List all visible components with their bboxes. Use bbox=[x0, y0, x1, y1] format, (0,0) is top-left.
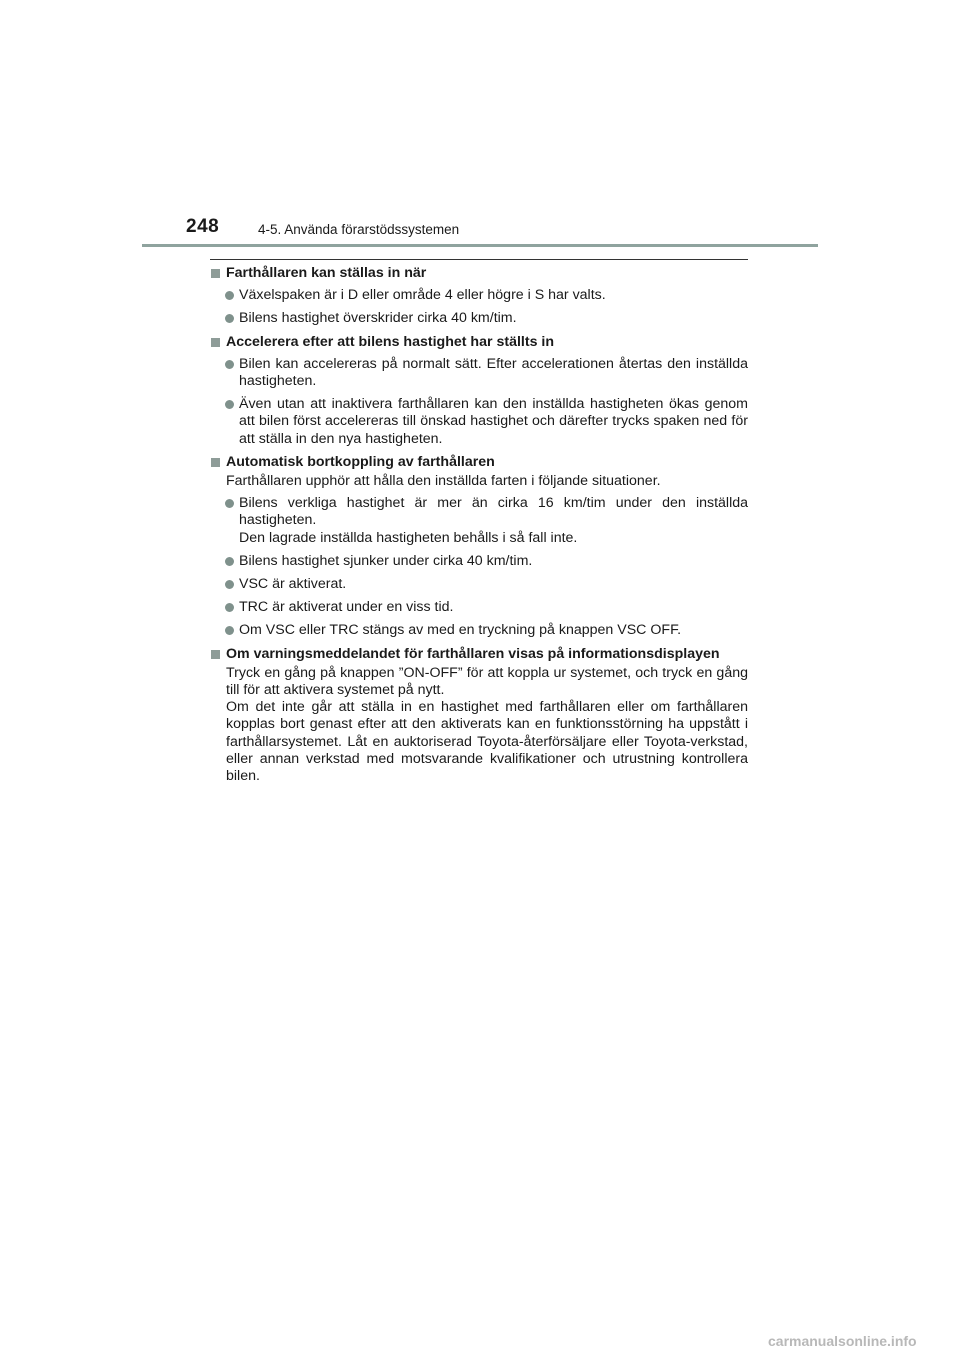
intro-text: Farthållaren upphör att hålla den inställda farten i följande situationer. bbox=[226, 473, 661, 490]
list-item: TRC är aktiverat under en viss tid. bbox=[210, 599, 748, 616]
round-bullet-icon bbox=[225, 291, 234, 300]
list-item: Om VSC eller TRC stängs av med en tryckning på knappen VSC OFF. bbox=[210, 622, 748, 639]
block-auto-disengage bbox=[210, 454, 748, 640]
list-item: Bilen kan accelereras på normalt sätt. Efter accelerationen återtas den inställda hastigheten. bbox=[210, 356, 748, 390]
block-can-set bbox=[210, 265, 748, 328]
round-bullet-icon bbox=[225, 400, 234, 409]
heading: Om varningsmeddelandet för farthållaren visas på informationsdisplayen bbox=[210, 646, 748, 663]
block-warning-message bbox=[210, 646, 748, 786]
round-bullet-icon bbox=[225, 314, 234, 323]
page-number: 248 bbox=[186, 216, 220, 237]
block-accelerate bbox=[210, 334, 748, 448]
list-item: Även utan att inaktivera farthållaren kan den inställda hastigheten ökas genom att bilen först accelereras till önskad hastighet och därefter trycks spaken ned för att ställa in den nya hastigheten. bbox=[210, 396, 748, 448]
round-bullet-icon bbox=[225, 626, 234, 635]
section-title: 4-5. Använda förarstödssystemen bbox=[258, 222, 460, 237]
round-bullet-icon bbox=[225, 603, 234, 612]
list-item: Bilens hastighet sjunker under cirka 40 km/tim. bbox=[210, 553, 748, 570]
list-item: Bilens hastighet överskrider cirka 40 km/tim. bbox=[210, 310, 748, 327]
content-divider bbox=[210, 259, 748, 260]
square-bullet-icon bbox=[211, 338, 220, 347]
list-item: VSC är aktiverat. bbox=[210, 576, 748, 593]
square-bullet-icon bbox=[211, 458, 220, 467]
list-item: Bilens verkliga hastighet är mer än cirka 16 km/tim under den inställda hastigheten. Den lagrade inställda hastigheten behålls i så fall inte. bbox=[210, 495, 748, 547]
square-bullet-icon bbox=[211, 650, 220, 659]
heading: Automatisk bortkoppling av farthållaren bbox=[210, 454, 748, 471]
list-item: Växelspaken är i D eller område 4 eller högre i S har valts. bbox=[210, 287, 748, 304]
round-bullet-icon bbox=[225, 360, 234, 369]
round-bullet-icon bbox=[225, 580, 234, 589]
square-bullet-icon bbox=[211, 269, 220, 278]
paragraph: Tryck en gång på knappen ”ON-OFF” för att koppla ur systemet, och tryck en gång till för att aktivera systemet på nytt. Om det inte går att ställa in en hastighet med farthållaren eller om farthållaren kopplas bort genast efter att den aktiverats kan en funktionsstörning ha uppstått i farthållarsystemet. Låt en auktoriserad Toyota-återförsäljare eller Toyota-verkstad, eller annan verkstad med motsvarande kvalifikationer och utrustning kontrollera bilen. bbox=[226, 664, 748, 785]
heading: Accelerera efter att bilens hastighet har ställts in bbox=[210, 334, 748, 351]
round-bullet-icon bbox=[225, 499, 234, 508]
header-divider bbox=[142, 244, 818, 247]
watermark: carmanualsonline.info bbox=[768, 1333, 917, 1349]
heading: Farthållaren kan ställas in när bbox=[210, 265, 748, 282]
round-bullet-icon bbox=[225, 557, 234, 566]
manual-content bbox=[210, 265, 748, 785]
